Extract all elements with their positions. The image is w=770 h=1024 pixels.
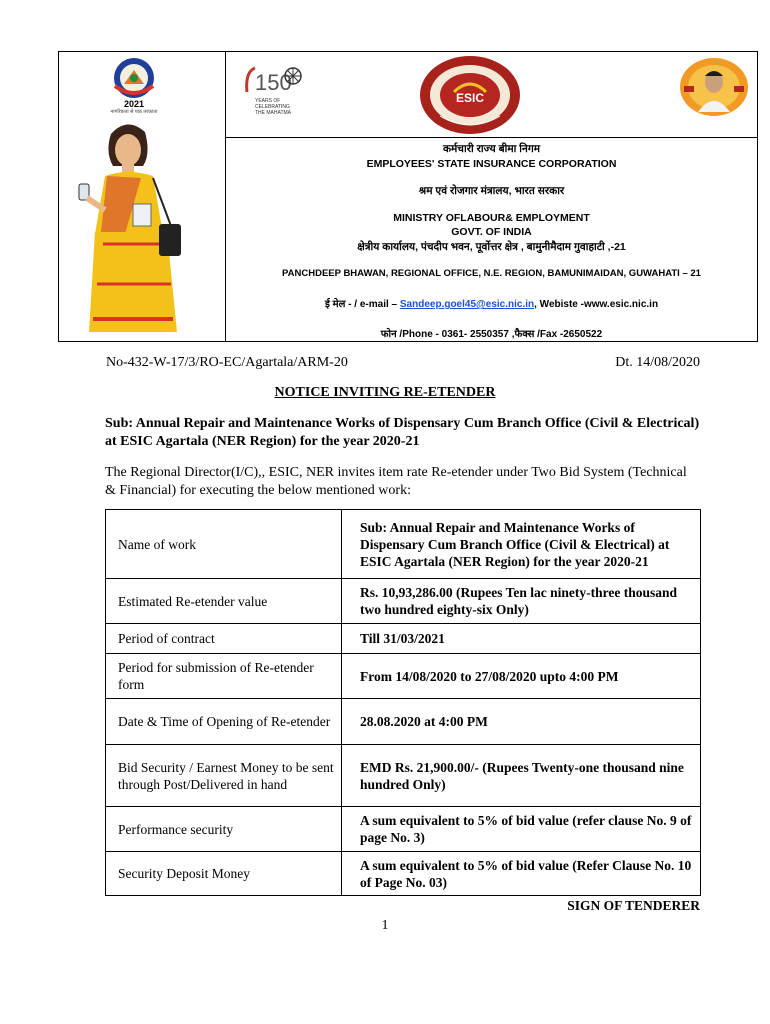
row-value: 28.08.2020 at 4:00 PM [342, 699, 701, 745]
row-label: Period for submission of Re-etender form [106, 654, 342, 699]
celebration-line-2: CELEBRATING [255, 104, 290, 110]
celebration-line-1: YEARS OF [255, 98, 281, 104]
header-text-block [226, 138, 757, 341]
table-row [106, 699, 701, 745]
table-row [106, 745, 701, 807]
notice-date: Dt. 14/08/2020 [615, 355, 700, 370]
work-details-table [105, 509, 701, 896]
org-name-english: EMPLOYEES' STATE INSURANCE CORPORATION [366, 158, 617, 170]
sign-of-tenderer: SIGN OF TENDERER [567, 898, 700, 913]
table-row [106, 579, 701, 624]
notice-title: NOTICE INVITING RE-ETENDER [274, 385, 496, 400]
email-link[interactable]: Sandeep.goel45@esic.nic.in [399, 299, 535, 310]
portrait-emblem [678, 56, 750, 118]
row-label: Bid Security / Earnest Money to be sent through Post/Delivered in hand [106, 745, 342, 807]
table-row [106, 624, 701, 654]
contact-phone-line: फोन /Phone - 0361- 2550357 ,फैक्स /Fax -2650522 [380, 329, 603, 340]
badge-caption: नागरिकता से पाठ तरफ़ाता [110, 109, 158, 115]
mascot-illustration [67, 114, 197, 340]
intro-paragraph: The Regional Director(I/C),, ESIC, NER invites item rate Re-etender under Two Bid System (Technical & Financial) for executing the below mentioned work: [105, 465, 687, 498]
contact-email-line [226, 296, 757, 310]
table-row [106, 852, 701, 896]
address-english: PANCHDEEP BHAWAN, REGIONAL OFFICE, N.E. REGION, BAMUNIMAIDAN, GUWAHATI – 21 [282, 268, 701, 279]
row-label: Estimated Re-etender value [106, 579, 342, 624]
row-label: Name of work [106, 510, 342, 579]
row-value: From 14/08/2020 to 27/08/2020 upto 4:00 PM [342, 654, 701, 699]
org-name-hindi: कर्मचारी राज्य बीमा निगम [442, 143, 541, 155]
row-label: Performance security [106, 807, 342, 852]
email-label: ई मेल - / e-mail – [324, 299, 400, 310]
esic-seal-logo [416, 54, 524, 136]
table-row [106, 654, 701, 699]
reference-number: No-432-W-17/3/RO-EC/Agartala/ARM-20 [106, 355, 348, 370]
table-row [106, 807, 701, 852]
row-value: A sum equivalent to 5% of bid value (refer clause No. 9 of page No. 3) [342, 807, 701, 852]
celebration-line-3: THE MAHATMA [255, 110, 292, 116]
svg-text:ESIC: ESIC [455, 91, 485, 105]
address-hindi: क्षेत्रीय कार्यालय, पंचदीप भवन, पूर्वोत्तर क्षेत्र , बामुनीमैदाम गुवाहाटी ,-21 [357, 241, 626, 253]
row-label: Security Deposit Money [106, 852, 342, 896]
row-value: A sum equivalent to 5% of bid value (Refer Clause No. 10 of Page No. 03) [342, 852, 701, 896]
row-value: EMD Rs. 21,900.00/- (Rupees Twenty-one thousand nine hundred Only) [342, 745, 701, 807]
page-number: 1 [381, 918, 389, 933]
ministry-hindi: श्रम एवं रोजगार मंत्रालय, भारत सरकार [418, 185, 565, 197]
govt-of-india: GOVT. OF INDIA [451, 226, 532, 238]
letterhead [58, 51, 758, 342]
row-label: Date & Time of Opening of Re-etender [106, 699, 342, 745]
website-text: , Webiste -www.esic.nic.in [534, 299, 659, 310]
award-badge-logo [99, 56, 169, 116]
row-value: Till 31/03/2021 [342, 624, 701, 654]
row-label: Period of contract [106, 624, 342, 654]
svg-text:150: 150 [255, 70, 292, 95]
table-row [106, 510, 701, 579]
row-value: Sub: Annual Repair and Maintenance Works of Dispensary Cum Branch Office (Civil & Electrical) at ESIC Agartala (NER Region) for the year 2020-21 [342, 510, 701, 579]
badge-year: 2021 [123, 99, 145, 109]
row-value: Rs. 10,93,286.00 (Rupees Ten lac ninety-three thousand two hundred eighty-six Only) [342, 579, 701, 624]
subject-line: Sub: Annual Repair and Maintenance Works of Dispensary Cum Branch Office (Civil & Electrical) at ESIC Agartala (NER Region) for the year 2020-21 [105, 416, 700, 449]
ministry-english: MINISTRY OFLABOUR& EMPLOYMENT [393, 212, 590, 224]
gandhi-150-logo [241, 62, 303, 120]
